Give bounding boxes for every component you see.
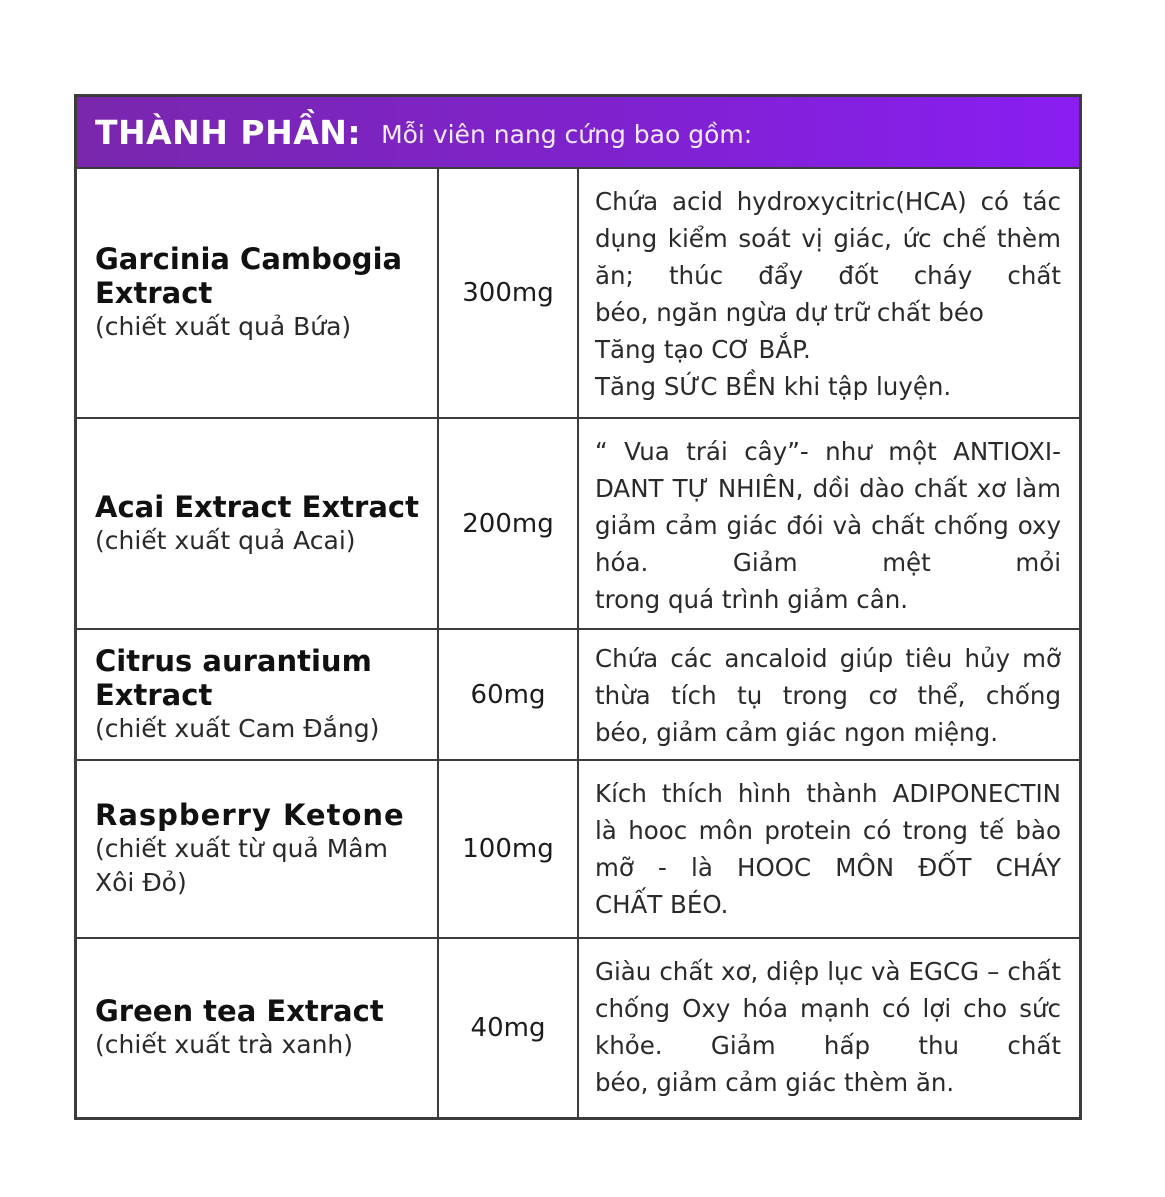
- ingredient-name: Citrus aurantium Extract: [95, 643, 372, 712]
- ingredient-dose: 40mg: [439, 939, 579, 1117]
- description-line: béo, ngăn ngừa dự trữ chất béo: [595, 298, 984, 327]
- description-text: Giàu chất xơ, diệp lục và EGCG – chất chống Oxy hóa mạnh có lợi cho sức khỏe. Giảm hấp thu chất: [595, 957, 1061, 1060]
- description-line: Tăng tạo CƠ BẮP.: [595, 335, 811, 364]
- ingredient-name-cell: [77, 630, 439, 759]
- description-line: Tăng SỨC BỀN khi tập luyện.: [595, 372, 952, 401]
- header-title: THÀNH PHẦN:: [95, 112, 362, 152]
- description-line: trong quá trình giảm cân.: [595, 585, 909, 614]
- ingredient-name: Green tea Extract: [95, 994, 384, 1028]
- table-row: [77, 169, 1079, 419]
- table-row: [77, 761, 1079, 939]
- table-row: [77, 630, 1079, 761]
- ingredient-description: [579, 169, 1079, 417]
- table-row: [77, 419, 1079, 630]
- ingredient-description: [579, 630, 1079, 759]
- header-subtitle: Mỗi viên nang cứng bao gồm:: [381, 119, 753, 149]
- description-text: Kích thích hình thành ADIPONECTIN là hooc môn protein có trong tế bào mỡ - là HOOC MÔN ĐỐT CHÁY: [595, 779, 1061, 882]
- description-text: “ Vua trái cây”- như một ANTIOXI-DANT TỰ NHIÊN, dồi dào chất xơ làm giảm cảm giác đói và chất chống oxy hóa. Giảm mệt mỏi: [595, 437, 1061, 577]
- ingredient-name: Raspberry Ketone: [95, 798, 405, 832]
- description-line: béo, giảm cảm giác thèm ăn.: [595, 1068, 955, 1097]
- ingredient-source: (chiết xuất quả Acai): [95, 525, 356, 555]
- table-row: [77, 939, 1079, 1117]
- ingredient-name-cell: [77, 939, 439, 1117]
- ingredient-dose: 200mg: [439, 419, 579, 628]
- description-line: CHẤT BÉO.: [595, 890, 729, 919]
- ingredient-source: (chiết xuất Cam Đắng): [95, 713, 380, 743]
- description-text: Chứa acid hydroxycitric(HCA) có tác dụng kiểm soát vị giác, ức chế thèm ăn; thúc đẩy đốt cháy chất: [595, 187, 1061, 290]
- ingredient-name-cell: [77, 761, 439, 937]
- ingredients-table: [74, 94, 1082, 1120]
- ingredient-source: (chiết xuất trà xanh): [95, 1030, 354, 1059]
- ingredient-name-cell: [77, 419, 439, 628]
- table-header: [77, 97, 1079, 169]
- ingredient-name: Garcinia Cambogia Extract: [95, 242, 403, 310]
- ingredient-dose: 300mg: [439, 169, 579, 417]
- ingredient-source: (chiết xuất từ quả Mâm Xôi Đỏ): [95, 834, 388, 897]
- description-text: Chứa các ancaloid giúp tiêu hủy mỡ thừa tích tụ trong cơ thể, chống: [595, 644, 1061, 710]
- ingredient-name: Acai Extract Extract: [95, 489, 419, 524]
- ingredient-description: [579, 419, 1079, 628]
- ingredient-description: [579, 761, 1079, 937]
- ingredient-source: (chiết xuất quả Bứa): [95, 312, 352, 341]
- ingredient-name-cell: [77, 169, 439, 417]
- ingredient-description: [579, 939, 1079, 1117]
- description-line: béo, giảm cảm giác ngon miệng.: [595, 718, 998, 747]
- ingredient-dose: 100mg: [439, 761, 579, 937]
- ingredient-dose: 60mg: [439, 630, 579, 759]
